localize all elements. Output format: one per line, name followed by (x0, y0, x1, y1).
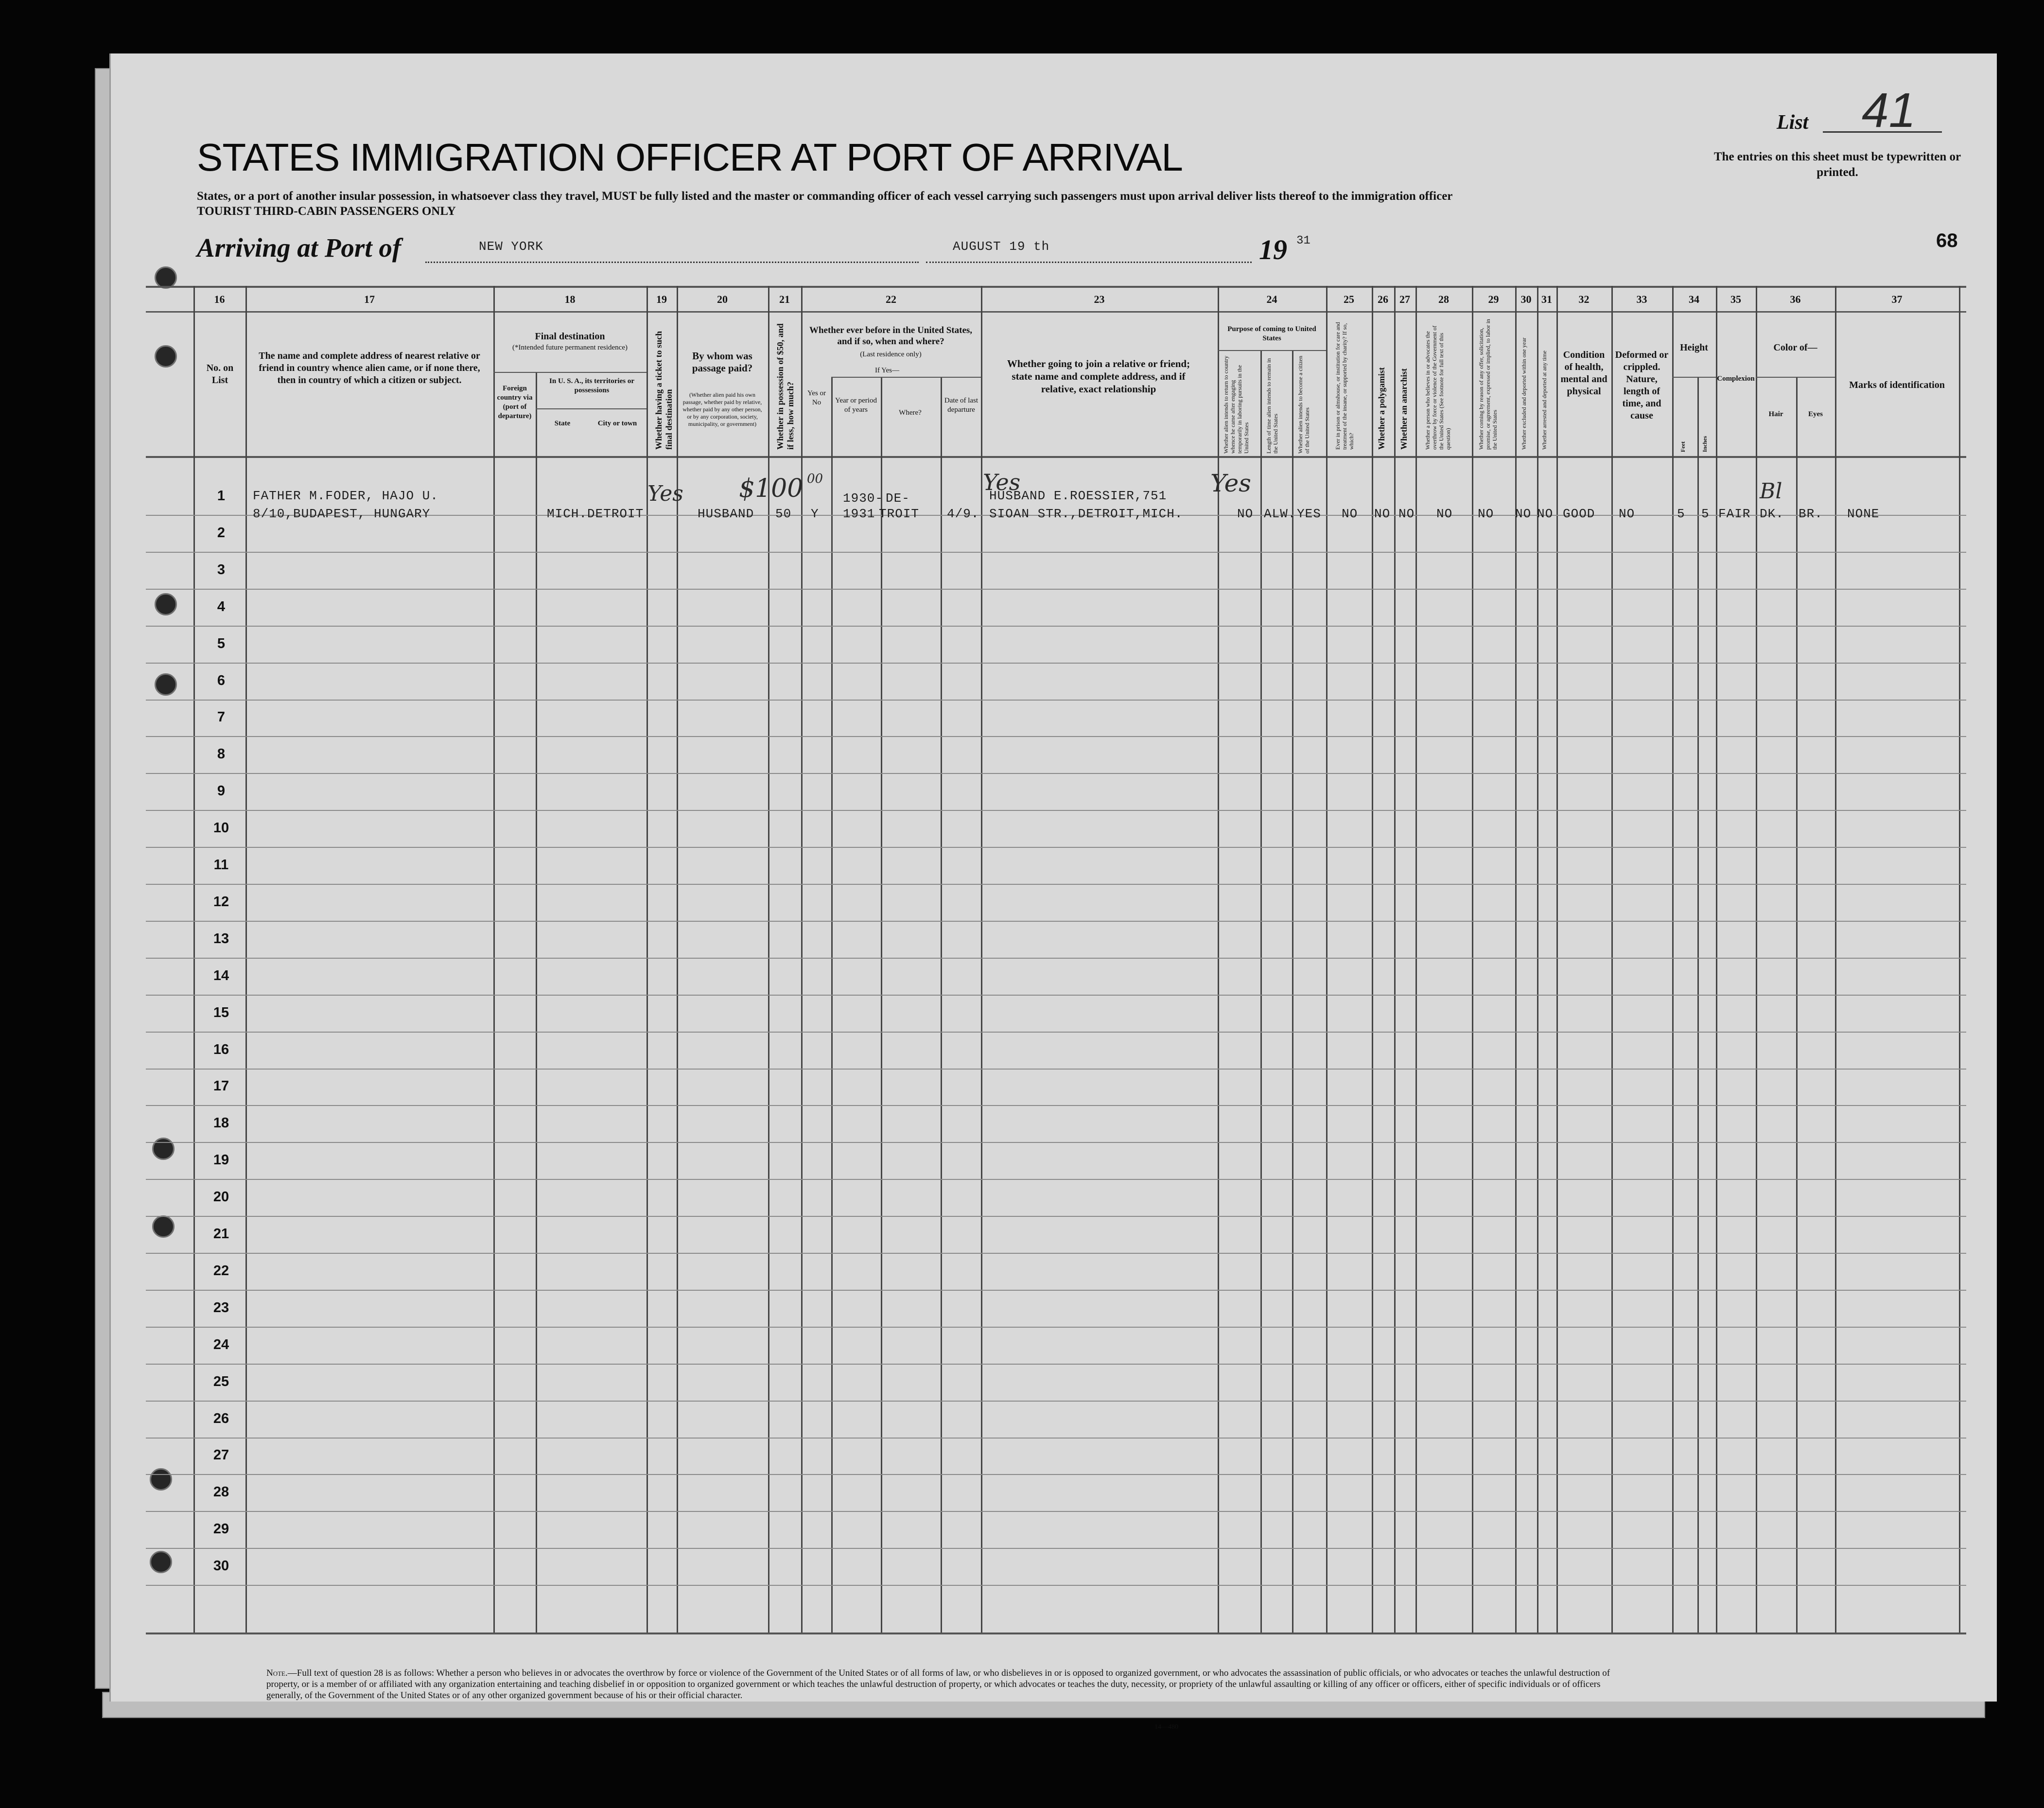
colnum-22: 22 (886, 293, 896, 305)
table-top-rule (146, 286, 1966, 288)
row-number: 30 (213, 1558, 229, 1574)
entry-complexion: FAIR (1718, 507, 1751, 521)
entry-paid-by: HUSBAND (698, 507, 754, 521)
header-foreign-country: Foreign country via (port of departure) (497, 385, 533, 420)
header-last-residence: (Last residence only) (860, 351, 922, 358)
header-subrule (1672, 377, 1716, 378)
entry-prison: NO (1342, 507, 1358, 521)
row-rule (146, 810, 1966, 811)
colnum-21: 21 (779, 293, 790, 305)
row-rule (146, 884, 1966, 885)
colnum-31: 31 (1541, 293, 1552, 305)
entry-last-departure: 4/9. (947, 507, 979, 521)
colnum-33: 33 (1636, 293, 1647, 305)
row-rule (146, 1290, 1966, 1291)
colnum-17: 17 (364, 293, 375, 305)
entry-eyes: BR. (1799, 507, 1823, 521)
row-number: 9 (217, 783, 226, 799)
list-label: List (1777, 111, 1809, 134)
row-rule (146, 700, 1966, 701)
entry-money-cents: 00 (807, 472, 823, 486)
row-rule (146, 736, 1966, 737)
row-number: 13 (213, 930, 229, 947)
col-divider (1292, 350, 1293, 1632)
header-overthrow: Whether a person who believes in or advocates the overthrow by force or violence of the Government of the United States (See footnote for full text of this question) (1424, 325, 1451, 450)
entry-hair: DK. (1760, 507, 1784, 521)
header-years: Year or period of years (835, 397, 877, 414)
header-going-to-join: Whether going to join a relative or friend; state name and complete address, and if relative, exact relationship (1007, 358, 1190, 395)
entry-handwritten-24: Yes (1210, 469, 1251, 497)
header-return-intent: Whether alien intends to return to country whence he came after engaging temporarily in laboring pursuits in the United States (1223, 355, 1250, 454)
entry-where-1: DE- (886, 491, 910, 506)
row-rule (146, 663, 1966, 664)
row-rule (146, 1253, 1966, 1254)
colnum-34: 34 (1689, 293, 1699, 305)
colnum-37: 37 (1891, 293, 1903, 305)
row-number: 21 (213, 1226, 229, 1242)
entry-deformed: NO (1619, 507, 1635, 521)
row-rule (146, 847, 1966, 848)
header-eyes: Eyes (1808, 410, 1823, 418)
entry-labor-offer: NO (1478, 507, 1494, 521)
row-number: 20 (213, 1189, 229, 1205)
colnum-35: 35 (1730, 293, 1741, 305)
entry-citizen: YES (1297, 507, 1321, 521)
entry-before-yes: Y (811, 507, 819, 521)
row-number: 28 (213, 1484, 229, 1500)
header-excluded: Whether excluded and deported within one year (1520, 337, 1527, 450)
header-before-in-us: Whether ever before in the United States, and if so, when and where? (809, 325, 973, 347)
colnum-25: 25 (1344, 293, 1354, 305)
class-line: TOURIST THIRD-CABIN PASSENGERS ONLY (197, 205, 456, 218)
row-number: 1 (217, 488, 226, 504)
header-money: Whether in possession of $50, and if less, how much? (775, 323, 795, 450)
entry-relative-line1: FATHER M.FODER, HAJO U. (253, 489, 438, 503)
row-number: 8 (217, 746, 226, 762)
header-passage-paid: By whom was passage paid? (692, 350, 753, 374)
row-number: 3 (217, 562, 226, 578)
col-divider (1537, 286, 1538, 1632)
col-divider (193, 286, 195, 1632)
page-title: STATES IMMIGRATION OFFICER AT PORT OF ARRIVAL (197, 136, 1183, 179)
colnum-19: 19 (656, 293, 667, 305)
row-rule (146, 552, 1966, 553)
entries-note: The entries on this sheet must be typewritten or printed. (1713, 150, 1961, 179)
row-rule (146, 1069, 1966, 1070)
table-bottom-rule (146, 1632, 1966, 1634)
col-divider (245, 286, 247, 1632)
entry-polygamist: NO (1374, 507, 1391, 521)
row-rule (146, 1585, 1966, 1586)
header-anarchist: Whether an anarchist (1399, 368, 1409, 450)
col-divider (1260, 350, 1262, 1632)
col-divider (536, 372, 537, 1632)
col-divider (1394, 286, 1396, 1632)
table-number-rule (146, 311, 1966, 313)
header-ticket: Whether having a ticket to such final destination (654, 331, 674, 450)
col-divider (941, 377, 942, 1632)
arrival-date: AUGUST 19 th (953, 239, 1050, 254)
col-divider (1716, 286, 1717, 1632)
colnum-29: 29 (1488, 293, 1499, 305)
col-divider (1959, 286, 1960, 1632)
entry-going-to-line1: HUSBAND E.ROESSIER,751 (989, 489, 1167, 503)
row-number: 16 (213, 1041, 229, 1057)
header-marks: Marks of identification (1849, 380, 1945, 390)
row-rule (146, 1474, 1966, 1475)
row-rule (146, 1438, 1966, 1439)
header-if-yes: If Yes— (874, 367, 899, 374)
entry-going-to-line2: SIOAN STR.,DETROIT,MICH. (989, 507, 1183, 521)
row-number: 29 (213, 1521, 229, 1537)
row-rule (146, 1179, 1966, 1180)
header-in-usa: In U. S. A., its territories or possessions (549, 377, 634, 394)
entry-years-2: 1931 (843, 507, 875, 521)
header-date-departure: Date of last departure (944, 397, 978, 414)
header-final-destination: Final destination (535, 331, 605, 342)
header-final-destination-note: (*Intended future permanent residence) (512, 344, 628, 351)
entry-ticket: Yes (647, 481, 683, 506)
arriving-label: Arriving at Port of (197, 233, 402, 263)
colnum-30: 30 (1520, 293, 1532, 305)
colnum-36: 36 (1790, 293, 1801, 305)
header-nearest-relative: The name and complete address of nearest relative or friend in country whence alien came, or if none there, then in country of which a citizen or subject. (259, 351, 480, 386)
col-divider (1326, 286, 1328, 1632)
entry-length-of-stay: ALW. (1264, 507, 1296, 521)
col-divider (1796, 377, 1798, 1632)
footnote-label: Note. (266, 1668, 288, 1678)
footnote (266, 1668, 1618, 1701)
row-rule (146, 773, 1966, 774)
footnote-text: —Full text of question 28 is as follows: Whether a person who believes in or advocates the overthrow by force or violence of the Government of the United States or of all forms of law, or who disbelieves in or is opposed to organized government, or who advocates the assassination of public officials, or who advocates or teaches the unlawful destruction of property, or is a member of or affiliated with any organization entertaining and teaching disbelief in or opposition to organized government or which teaches the unlawful destruction of property, or which advocates or teaches the duty, necessity, or propriety of the unlawful assaulting or killing of any officer or officers, either of specific individuals or of officers generally, of the Government of the United States or of any other organized government because of his or their official character. (266, 1668, 1610, 1701)
colnum-18: 18 (564, 293, 576, 305)
col-divider (1756, 286, 1757, 1632)
row-rule (146, 1032, 1966, 1033)
row-rule (146, 1327, 1966, 1328)
row-number: 18 (213, 1115, 229, 1131)
entry-marks: NONE (1847, 507, 1880, 521)
row-rule (146, 958, 1966, 959)
entry-arrested: NO (1537, 507, 1554, 521)
row-number: 7 (217, 709, 226, 725)
row-number: 25 (213, 1373, 229, 1389)
header-inches: Inches (1701, 436, 1708, 452)
row-number: 19 (213, 1152, 229, 1168)
header-prison: Ever in prison or almshouse, or institution for care and treatment of the insane, or supported by charity? If so, which? (1334, 322, 1355, 450)
header-city: City or town (597, 420, 637, 427)
row-number: 22 (213, 1263, 229, 1279)
entry-money-amount: $100 (739, 474, 804, 503)
instructions-line: States, or a port of another insular possession, in whatsoever class they travel, MUST be fully listed and the master or commanding officer of each vessel carrying such passengers must upon arrival deliver lists thereof to the immigration officer (197, 190, 1453, 203)
row-number: 2 (217, 525, 226, 541)
header-passage-paid-note: (Whether alien paid his own passage, whether paid by relative, whether paid by any other person, or by any corporation, society, municipality, or government) (682, 391, 762, 427)
col-divider (1697, 377, 1699, 1632)
entry-handwritten-hair: Bl (1760, 479, 1782, 504)
header-height: Height (1680, 342, 1708, 353)
col-divider (1835, 286, 1836, 1632)
entry-health: GOOD (1563, 507, 1595, 521)
row-number: 17 (213, 1078, 229, 1094)
table-header-rule (146, 456, 1966, 458)
row-rule (146, 1401, 1966, 1402)
colnum-26: 26 (1378, 293, 1388, 305)
header-feet: Feet (1679, 441, 1686, 452)
col-divider (1415, 286, 1417, 1632)
port-name: NEW YORK (479, 239, 543, 254)
row-rule (146, 1142, 1966, 1143)
header-citizen-intent: Whether alien intends to become a citizen of the United States (1297, 355, 1310, 454)
col-divider (1372, 286, 1373, 1632)
row-rule (146, 1105, 1966, 1106)
page-number: 68 (1936, 230, 1958, 251)
colnum-28: 28 (1438, 293, 1449, 305)
row-number: 11 (213, 857, 229, 873)
row-rule (146, 1364, 1966, 1365)
row-rule (146, 1548, 1966, 1549)
row-number: 14 (213, 967, 229, 983)
row-rule (146, 626, 1966, 627)
header-deformed: Deformed or crippled. Nature, length of time, and cause (1615, 350, 1669, 421)
col-divider (1472, 286, 1473, 1632)
header-polygamist: Whether a polygamist (1377, 367, 1386, 450)
list-number: 41 (1862, 83, 1916, 138)
row-number: 12 (213, 894, 229, 910)
form-code: 14—480 (1154, 1723, 1178, 1731)
entry-where-2: TROIT (879, 507, 920, 521)
entry-destination: MICH.DETROIT (547, 507, 644, 521)
colnum-27: 27 (1399, 293, 1410, 305)
row-rule (146, 589, 1966, 590)
header-complexion: Complexion (1717, 375, 1755, 383)
header-subrule (1756, 377, 1835, 378)
colnum-24: 24 (1266, 293, 1277, 305)
header-subrule (493, 372, 646, 373)
header-hair: Hair (1768, 410, 1783, 418)
col-divider (493, 286, 495, 1632)
col-divider (1515, 286, 1517, 1632)
row-number: 5 (217, 635, 226, 651)
row-number: 27 (213, 1447, 229, 1463)
colnum-32: 32 (1578, 293, 1590, 305)
col-divider (981, 286, 982, 1632)
header-length-of-stay: Length of time alien intends to remain in the United States (1265, 358, 1279, 454)
entry-years-1: 1930- (843, 491, 884, 506)
header-labor-offer: Whether coming by reason of any offer, solicitation, promise, or agreement, expressed or implied, to labor in the United States (1478, 319, 1498, 450)
row-number: 26 (213, 1410, 229, 1426)
entry-overthrow: NO (1436, 507, 1453, 521)
row-rule (146, 995, 1966, 996)
year-suffix: 31 (1296, 234, 1310, 247)
header-color-of: Color of— (1773, 342, 1817, 353)
row-rule (146, 1511, 1966, 1512)
header-where: Where? (899, 409, 922, 417)
entry-feet: 5 (1677, 507, 1685, 521)
row-number: 24 (213, 1336, 229, 1352)
header-subrule (1218, 350, 1326, 351)
colnum-20: 20 (717, 293, 728, 305)
row-number: 4 (217, 598, 226, 614)
entry-excluded: NO (1515, 507, 1532, 521)
entry-anarchist: NO (1398, 507, 1415, 521)
entry-inches: 5 (1701, 507, 1710, 521)
row-number: 6 (217, 672, 226, 688)
entry-handwritten-23: Yes (983, 469, 1021, 495)
header-subrule (831, 377, 981, 378)
entry-relative-line2: 8/10,BUDAPEST, HUNGARY (253, 507, 431, 521)
row-number: 23 (213, 1299, 229, 1316)
header-yes-or-no: Yes or No (807, 389, 826, 406)
year-prefix: 19 (1259, 234, 1287, 265)
colnum-16: 16 (214, 293, 225, 305)
row-rule (146, 1216, 1966, 1217)
header-health: Condition of health, mental and physical (1560, 350, 1607, 397)
row-number: 10 (213, 820, 229, 836)
colnum-23: 23 (1094, 293, 1105, 305)
header-state: State (554, 420, 571, 427)
col-divider (1611, 286, 1613, 1632)
entry-money-typed: 50 (775, 507, 792, 521)
entry-returning: NO (1237, 507, 1254, 521)
row-number: 15 (213, 1004, 229, 1020)
col-divider (831, 377, 833, 1632)
header-arrested: Whether arrested and deported at any time (1541, 351, 1548, 450)
col-divider (881, 377, 882, 1632)
col-divider (1556, 286, 1558, 1632)
header-subrule (536, 408, 646, 409)
col-divider (1672, 286, 1674, 1632)
header-no-on-list: No. on List (206, 363, 234, 386)
row-rule (146, 921, 1966, 922)
header-purpose: Purpose of coming to United States (1227, 325, 1316, 342)
